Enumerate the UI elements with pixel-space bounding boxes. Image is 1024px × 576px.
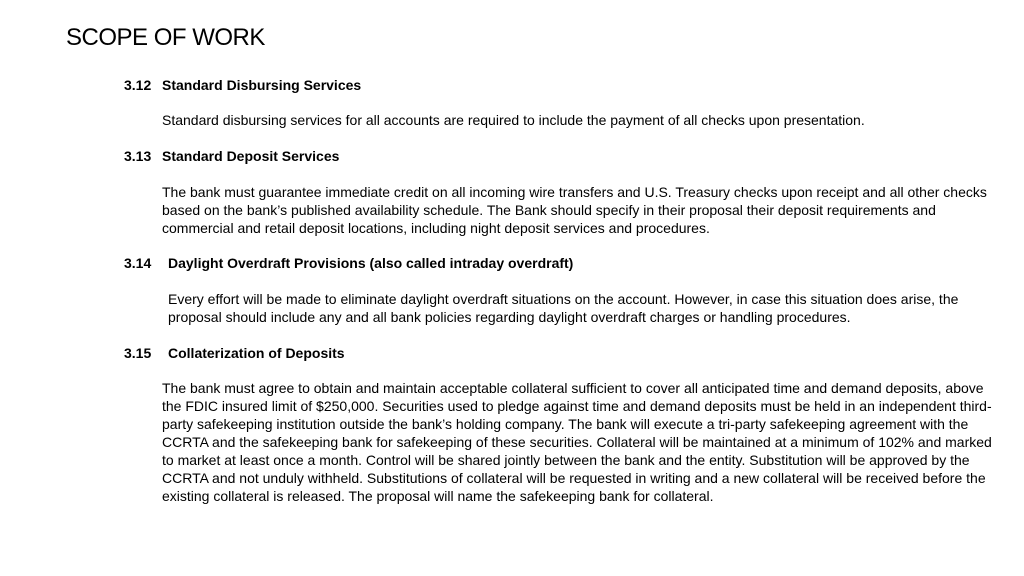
section-body-3-13: The bank must guarantee immediate credit on all incoming wire transfers and U.S. Treasury checks upon receipt and all other checks based on the bank’s published availability schedule. The Bank should specify in their proposal their deposit requirements and commercial and retail deposit locations, including night deposit services and procedures. <box>162 184 987 236</box>
section-title: Standard Disbursing Services <box>162 77 362 93</box>
section-heading-3-12 <box>124 76 362 94</box>
section-title: Standard Deposit Services <box>162 148 340 164</box>
section-title: Daylight Overdraft Provisions (also called intraday overdraft) <box>168 255 574 271</box>
section-body-3-14: Every effort will be made to eliminate daylight overdraft situations on the account. However, in case this situation does arise, the proposal should include any and all bank policies regarding daylight overdraft charges or handling procedures. <box>168 291 959 325</box>
section-heading-3-15 <box>124 344 345 362</box>
section-number: 3.15 <box>124 345 152 361</box>
section-heading-3-14 <box>124 254 574 272</box>
section-number: 3.13 <box>124 148 152 164</box>
section-number: 3.14 <box>124 255 152 271</box>
section-body-3-12: Standard disbursing services for all accounts are required to include the payment of all checks upon presentation. <box>162 112 865 128</box>
section-number: 3.12 <box>124 77 152 93</box>
section-heading-3-13 <box>124 147 340 165</box>
section-title: Collaterization of Deposits <box>168 345 345 361</box>
slide-title: SCOPE OF WORK <box>66 24 265 51</box>
section-body-3-15: The bank must agree to obtain and maintain acceptable collateral sufficient to cover all anticipated time and demand deposits, above the FDIC insured limit of $250,000. Securities used to pledge against time and demand deposits must be held in an independent third-party safekeeping institution outside the bank’s holding company. The bank will execute a tri-party safekeeping agreement with the CCRTA and the safekeeping bank for safekeeping of these securities. Collateral will be maintained at a minimum of 102% and marked to market at least once a month. Control will be shared jointly between the bank and the entity. Substitution will be approved by the CCRTA and not unduly withheld. Substitutions of collateral will be requested in writing and a new collateral will be received before the existing collateral is released. The proposal will name the safekeeping bank for collateral. <box>162 380 992 504</box>
